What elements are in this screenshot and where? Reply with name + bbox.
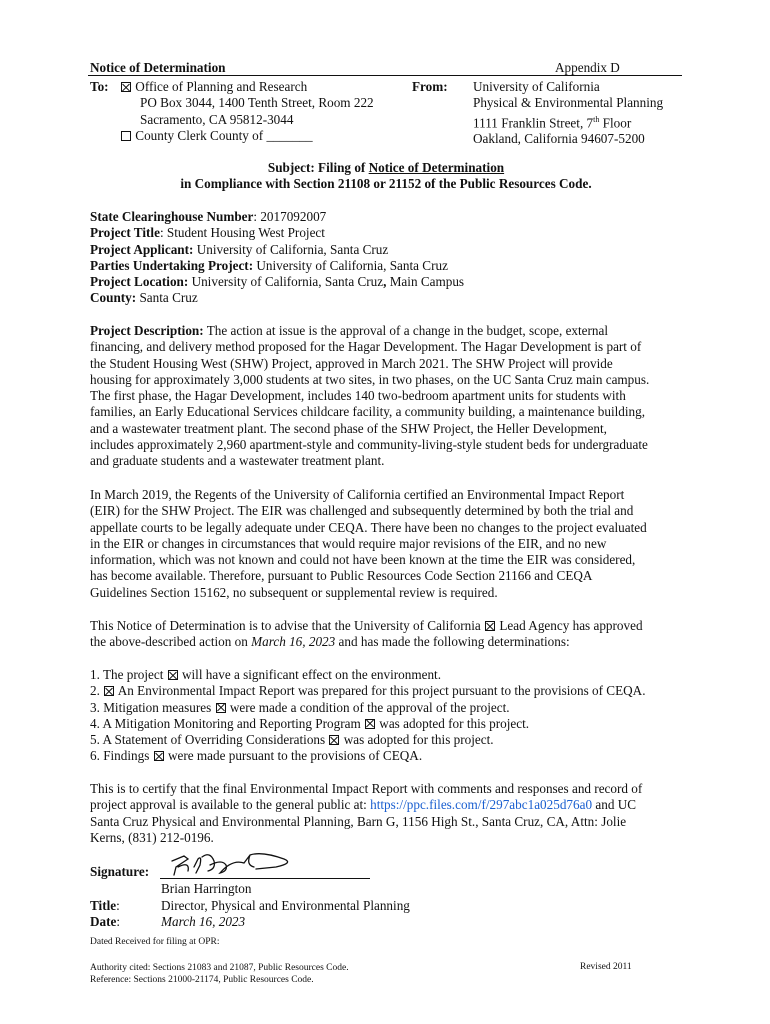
advise-text: Lead Agency has approved [496,618,643,633]
opr-name: Office of Planning and Research [135,79,308,94]
opr-address-1: PO Box 3044, 1400 Tenth Street, Room 222 [140,95,374,111]
from-label: From: [412,79,448,94]
signer-name: Brian Harrington [161,881,252,896]
county-value: Santa Cruz [136,290,198,306]
authority-cited: Authority cited: Sections 21083 and 21087, Public Resources Code. [90,963,349,973]
appendix-label: Appendix D [555,60,620,75]
location-sep: , [383,274,387,290]
date-colon: : [116,914,121,929]
determinations-list [90,667,682,765]
advise-text: the above-described action on [90,634,252,650]
findings-checkbox[interactable] [154,751,164,761]
mitigation-program-checkbox[interactable] [365,719,375,729]
to-label: To: [90,79,109,94]
eir-line: (EIR) for the SHW Project. The EIR was challenged and subsequently determined by both the trial and [90,503,634,519]
eir-line: In March 2019, the Regents of the University of California certified an Environmental Impact Report [90,487,625,502]
revised-label: Revised 2011 [580,962,632,972]
list-item: 1. The project will have a significant effect on the environment. [90,667,441,682]
signature-date: March 16, 2023 [161,914,246,929]
certify-text: project approval is available to the general public at: [90,797,371,813]
signer-title: Director, Physical and Environmental Planning [161,898,410,913]
description-line: and a wastewater treatment plant. The second phase of the SHW Project, the Heller Development, [90,420,607,436]
reference: Reference: Sections 21000-21174, Public Resources Code. [90,975,314,985]
opr-address-2: Sacramento, CA 95812-3044 [140,111,294,127]
from-block [473,79,663,148]
county-clerk-checkbox[interactable] [121,131,131,141]
header-rule [88,75,682,76]
lead-agency-checkbox[interactable] [485,621,495,631]
description-line: the Student Housing West (SHW) Project, approved in March 2021. The SHW Project will provide [90,355,613,371]
certify-line: Kerns, (831) 212-0196. [90,829,214,845]
description-line: families, an Early Educational Services childcare facility, a community building, a maintenance building, [90,404,646,420]
certify-line: This is to certify that the final Environmental Impact Report with comments and responses and record of [90,781,643,796]
eir-line: appellate courts to be legally adequate under CEQA. There have been no changes to the project evaluated [90,519,647,535]
from-line-1: University of California [473,79,600,94]
from-line-2: Physical & Environmental Planning [473,95,664,111]
from-line-4: Oakland, California 94607-5200 [473,131,645,147]
county-label: County: [90,290,137,306]
sch-value: : 2017092007 [253,209,327,224]
project-description [90,323,682,470]
eir-line: Guidelines Section 15162, no subsequent or supplemental review is required. [90,584,498,600]
from-line-3b: Floor [599,114,632,130]
eir-line: information, which was not known and could not have been known at the time the EIR was considered, [90,552,636,568]
certify-paragraph [90,781,682,846]
subject-line-2: in Compliance with Section 21108 or 21152 of the Public Resources Code. [180,176,592,192]
subject [90,160,682,193]
advise-text: and has made the following determinations: [335,634,570,650]
list-item: 2. An Environmental Impact Report was prepared for this project pursuant to the provisions of CEQA. [90,683,646,699]
list-item: 5. A Statement of Overriding Considerations was adopted for this project. [90,732,494,748]
project-title-value: : Student Housing West Project [159,225,325,241]
title-colon: : [116,898,120,913]
sch-label: State Clearinghouse Number [90,209,254,224]
description-line: and graduate students and a wastewater treatment plant. [90,453,385,469]
eir-line: in the EIR or changes in circumstances that would require major revisions of the EIR, and no new [90,535,607,551]
certify-text: and UC [592,797,637,813]
project-title-label: Project Title [90,225,160,241]
location-value: University of California, Santa Cruz [188,274,384,290]
handwritten-signature [166,847,306,881]
description-line: The action at issue is the approval of a change in the budget, scope, external [203,323,609,338]
eir-link[interactable]: https://ppc.files.com/f/297abc1a025d76a0 [370,797,593,813]
signature-label: Signature: [90,864,150,879]
footer-citations [90,962,349,986]
advise-paragraph [90,618,682,651]
location-value-2: Main Campus [386,274,465,290]
parties-label: Parties Undertaking Project: [90,257,254,273]
dated-received: Dated Received for filing at OPR: [90,937,220,947]
description-line: housing for approximately 3,000 students at two sites, in two phases, on the UC Santa Cruz main campus. [90,371,650,387]
parties-value: University of California, Santa Cruz [253,257,448,273]
from-line-3-sup: th [593,114,600,124]
description-line: financing, and delivery method proposed for the Hagar Development. The Hagar Development is part of [90,339,642,355]
overriding-considerations-checkbox[interactable] [329,735,339,745]
eir-line: has become available. Therefore, pursuant to Public Resources Code Section 21166 and CEQA [90,568,593,584]
county-clerk-label: County Clerk County of _______ [135,127,313,143]
from-line-3a: 1111 Franklin Street, 7 [473,114,594,130]
description-line: includes approximately 2,960 apartment-style and community-living-style student beds for undergraduate [90,437,648,453]
eir-prepared-checkbox[interactable] [104,686,114,696]
description-line: The first phase, the Hagar Development, includes 140 two-bedroom apartment units for students with [90,388,626,404]
list-item: 4. A Mitigation Monitoring and Reporting Program was adopted for this project. [90,715,530,731]
eir-paragraph [90,487,682,601]
approval-date: March 16, 2023 [251,634,336,650]
advise-text: This Notice of Determination is to advise that the University of California [90,618,485,633]
opr-checked-checkbox[interactable] [121,82,131,92]
certify-line: Santa Cruz Physical and Environmental Planning, Barn G, 1156 High St., Santa Cruz, CA, Attn: Jolie [90,813,627,829]
applicant-label: Project Applicant: [90,241,194,257]
list-item: 3. Mitigation measures were made a condition of the approval of the project. [90,699,510,715]
notice-title: Notice of Determination [90,60,226,75]
title-label: Title [90,898,117,913]
significant-effect-checkbox[interactable] [168,670,178,680]
project-info [90,209,464,307]
subject-underlined: Notice of Determination [368,160,505,175]
description-label: Project Description: [90,323,204,338]
date-label: Date [90,914,117,929]
applicant-value: University of California, Santa Cruz [193,241,389,257]
subject-prefix: Subject: Filing of [267,160,369,175]
mitigation-measures-checkbox[interactable] [216,703,226,713]
location-label: Project Location: [90,274,189,290]
list-item: 6. Findings were made pursuant to the provisions of CEQA. [90,748,423,764]
to-block [120,79,374,144]
